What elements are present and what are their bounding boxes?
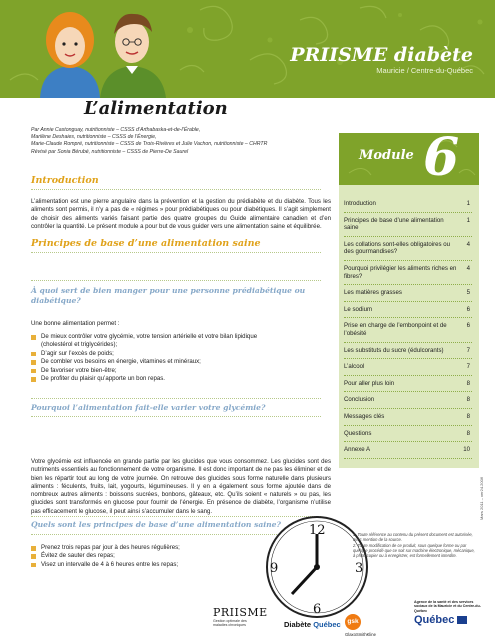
module-number: 6 [423,127,460,188]
toc-item[interactable]: Principes de base d’une alimentation saine 1 [344,213,472,237]
divider [31,280,321,281]
benefits-list [31,333,257,383]
author-line: Par Annie Castonguay, nutritionniste – CSSS d’Arthabaska-et-de-l’Érable, [31,127,201,133]
list-item: De mieux contrôler votre glycémie, votre tension artérielle et votre bilan lipidique [31,333,257,341]
question-heading: Quels sont les principes de base d’une alimentation saine? [31,520,281,529]
toc-item[interactable]: Questions 8 [344,426,472,443]
quebec-agency-logo: Agence de la santé et des services sociaux de la Mauricie et du Centre-du-Québec Québec [414,600,481,626]
toc-item[interactable]: Messages clés 8 [344,409,472,426]
bullet-square-icon [31,563,36,568]
toc-item[interactable]: Pour aller plus loin 8 [344,376,472,393]
svg-text:12: 12 [309,523,326,538]
question-heading: Pourquoi l’alimentation fait-elle varier votre glycémie? [31,403,266,412]
principles-list [31,544,180,569]
note-line: 1. Toute référence au contenu du présent document est autorisée, avec mention de la source. [353,532,473,543]
toc-item[interactable]: Conclusion 8 [344,392,472,409]
note-line: 2. Toute modification de ce produit, sous quelque forme ou par quelque procédé que ce soit sur machine électronique, mécanique, à photocopier ou à enregistrer, est formellement interdite. [353,542,475,559]
bullet-square-icon [31,377,36,382]
module-label [339,127,479,188]
list-item: De favoriser votre bien-être; [31,367,257,375]
authors-block [31,127,331,156]
question-heading: À quoi sert de bien manger pour une personne prédiabétique ou diabétique? [31,286,306,305]
list-item: Prenez trois repas par jour à des heures régulières; [31,544,180,552]
author-line: Révisé par Sonia Bérubé, nutritionniste – CSSS de Pierre-De Saurel [31,148,189,155]
bullet-square-icon [31,554,36,559]
bullet-square-icon [31,360,36,365]
list-item: D’agir sur l’excès de poids; [31,350,257,358]
toc-item[interactable]: Les collations sont-elles obligatoires ou des gourmandises? 4 [344,237,472,261]
divider [31,252,321,253]
table-of-contents [344,196,472,459]
bullet-square-icon [31,335,36,340]
author-line: Marie-Claude Rompré, nutritionniste – CSSS de Trois-Rivières et Julie Vachon, nutritionniste – CHRTR [31,141,268,148]
toc-item[interactable]: Introduction 1 [344,196,472,213]
module-word: Module [359,148,414,163]
brand-title: PRIISME diabète [290,44,473,66]
toc-item[interactable]: Annexe A 10 [344,442,472,459]
toc-item[interactable]: Prise en charge de l’embonpoint et de l’obésité 6 [344,318,472,342]
diabete-quebec-logo: Diabète Québec [284,620,341,629]
copyright-notes [353,532,475,558]
list-item: (cholestérol et triglycérides); [41,341,118,349]
introduction-heading: Introduction [31,175,99,186]
bullet-square-icon [31,352,36,357]
bullet-square-icon [31,369,36,374]
bullet-square-icon [31,546,36,551]
toc-item[interactable]: Pourquoi privilégier les aliments riches en fibres? 4 [344,261,472,285]
svg-text:9: 9 [270,561,279,576]
toc-item[interactable]: Le sodium 6 [344,302,472,319]
clock-icon [262,512,372,622]
brand-subtitle: Mauricie / Centre-du-Québec [376,66,473,75]
list-item: Évitez de sauter des repas; [31,552,180,560]
lead-text: Une bonne alimentation permet : [31,320,120,327]
fleur-de-lys-flag-icon [457,616,467,624]
toc-item[interactable]: Les substituts du sucre (édulcorants) 7 [344,343,472,360]
author-line: Marilène Deshaies, nutritionniste – CSSS de l’Énergie, [31,134,157,141]
document-title: L’alimentation [84,98,228,119]
svg-text:3: 3 [355,561,364,576]
toc-item[interactable]: L’alcool 7 [344,359,472,376]
gsk-mark-icon: gsk [345,614,361,630]
date-stamp: Mars 2011 – ver24.2006 [479,476,484,520]
introduction-text: L’alimentation est une pierre angulaire dans la prévention et la gestion du prédiabète et du diabète. Tous les aliments sont permis, il n’y a pas de « régimes » pour prédiabétiques ou pour diabétiques. Il s’agit simplement de choisir des aliments variés faisant partie des quatre groupes du Guide alimentaire canadien et d’en contrôler la quantité. Le présent module a pour but de vous guider vers une alimentation saine et équilibrée. [31,198,331,230]
list-item: De profiter du plaisir qu’apporte un bon repas. [31,375,257,383]
gsk-logo: gsk GlaxoSmithKline [345,614,385,637]
priisme-logo: PRIISME Gestion optimale des maladies chroniques [213,606,268,628]
principes-heading: Principes de base d’une alimentation saine [31,238,261,249]
divider [31,398,321,399]
list-item: Visez un intervalle de 4 à 6 heures entre les repas; [31,561,180,569]
glycemie-text: Votre glycémie est influencée en grande partie par les glucides que vous consommez. Les glucides sont des nutriments essentiels au fonctionnement de votre organisme. Il est donc important de ne pas les éliminer et de bien les répartir tout au long de votre journée. On retrouve des glucides sous forme naturelle dans plusieurs aliments : féculents, fruits, lait, yogourts, légumineuses. Il y en a également sous forme ajoutée dans de nombreux autres aliments : boissons sucrées, bonbons, gâteaux, etc. Qu’ils soient « naturels » ou pas, les glucides sont transformés en glucose pour fournir de l’énergie. En présence de diabète, l’organisme n’utilise pas efficacement le glucose, il peut ainsi s’accumuler dans le sang. [31,458,331,515]
toc-item[interactable]: Les matières grasses 5 [344,285,472,302]
divider [31,416,321,417]
list-item: De combler vos besoins en énergie, vitamines et minéraux; [31,358,257,366]
divider [31,189,321,190]
svg-text:6: 6 [313,602,322,617]
couple-illustration [22,4,172,98]
